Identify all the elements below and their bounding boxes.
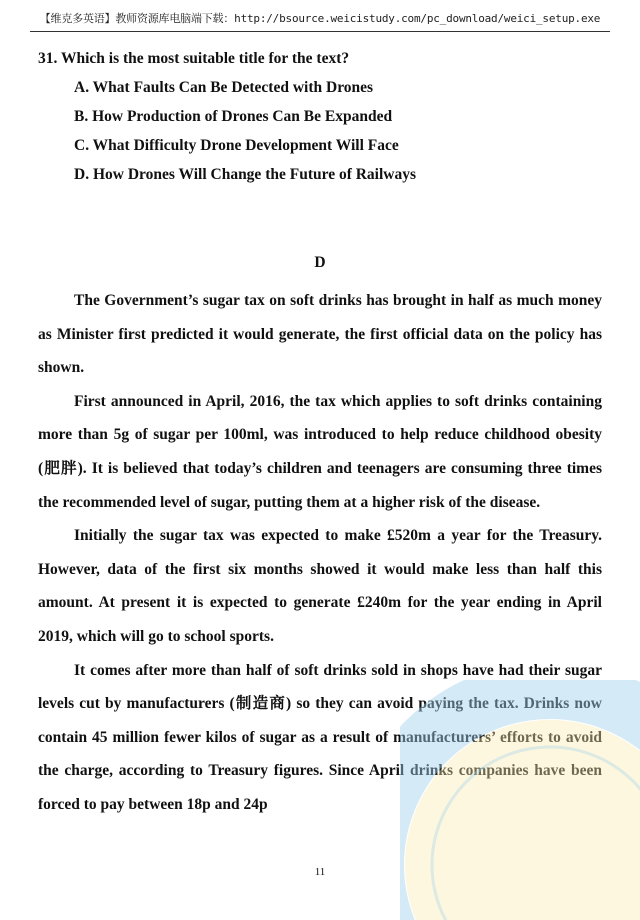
passage-paragraph-3: Initially the sugar tax was expected to make £520m a year for the Treasury. However, data of the first six months showed it would make less than half this amount. At present it is expected to generate £240m for the year ending in April 2019, which will go to school sports. <box>38 527 602 645</box>
passage-paragraph-2: First announced in April, 2016, the tax which applies to soft drinks containing more than 5g of sugar per 100ml, was introduced to help reduce childhood obesity (肥胖). It is believed that today’s children and teenagers are consuming three times the recommended level of sugar, putting them at a higher risk of the disease. <box>38 392 602 511</box>
option-b: B. How Production of Drones Can Be Expanded <box>74 108 393 125</box>
option-d: D. How Drones Will Change the Future of Railways <box>74 166 417 183</box>
question-stem: 31. Which is the most suitable title for the text? <box>38 50 350 67</box>
option-c: C. What Difficulty Drone Development Will Face <box>74 137 399 154</box>
watermark-seal-icon <box>400 680 640 920</box>
question-31 <box>38 50 416 195</box>
watermark-seal <box>400 680 640 920</box>
header-text: 【维克多英语】教师资源库电脑端下载：http://bsource.weicistudy.com/pc_download/weici_setup.exe <box>39 12 601 25</box>
resource-download-header <box>30 10 610 32</box>
page-number: 11 <box>314 866 326 878</box>
passage-paragraph-1: The Government’s sugar tax on soft drinks has brought in half as much money as Minister first predicted it would generate, the first official data on the policy has shown. <box>38 292 602 377</box>
option-a: A. What Faults Can Be Detected with Drones <box>74 79 374 96</box>
section-letter: D <box>314 254 326 271</box>
passage-paragraph-4: It comes after more than half of soft drinks sold in shops have had their sugar levels cut by manufacturers (制造商) so they can avoid paying the tax. Drinks now contain 45 million fewer kilos of sugar as a result of manufacturers’ efforts to avoid the charge, according to Treasury figures. Since April drinks companies have been forced to pay between 18p and 24p <box>38 661 602 813</box>
